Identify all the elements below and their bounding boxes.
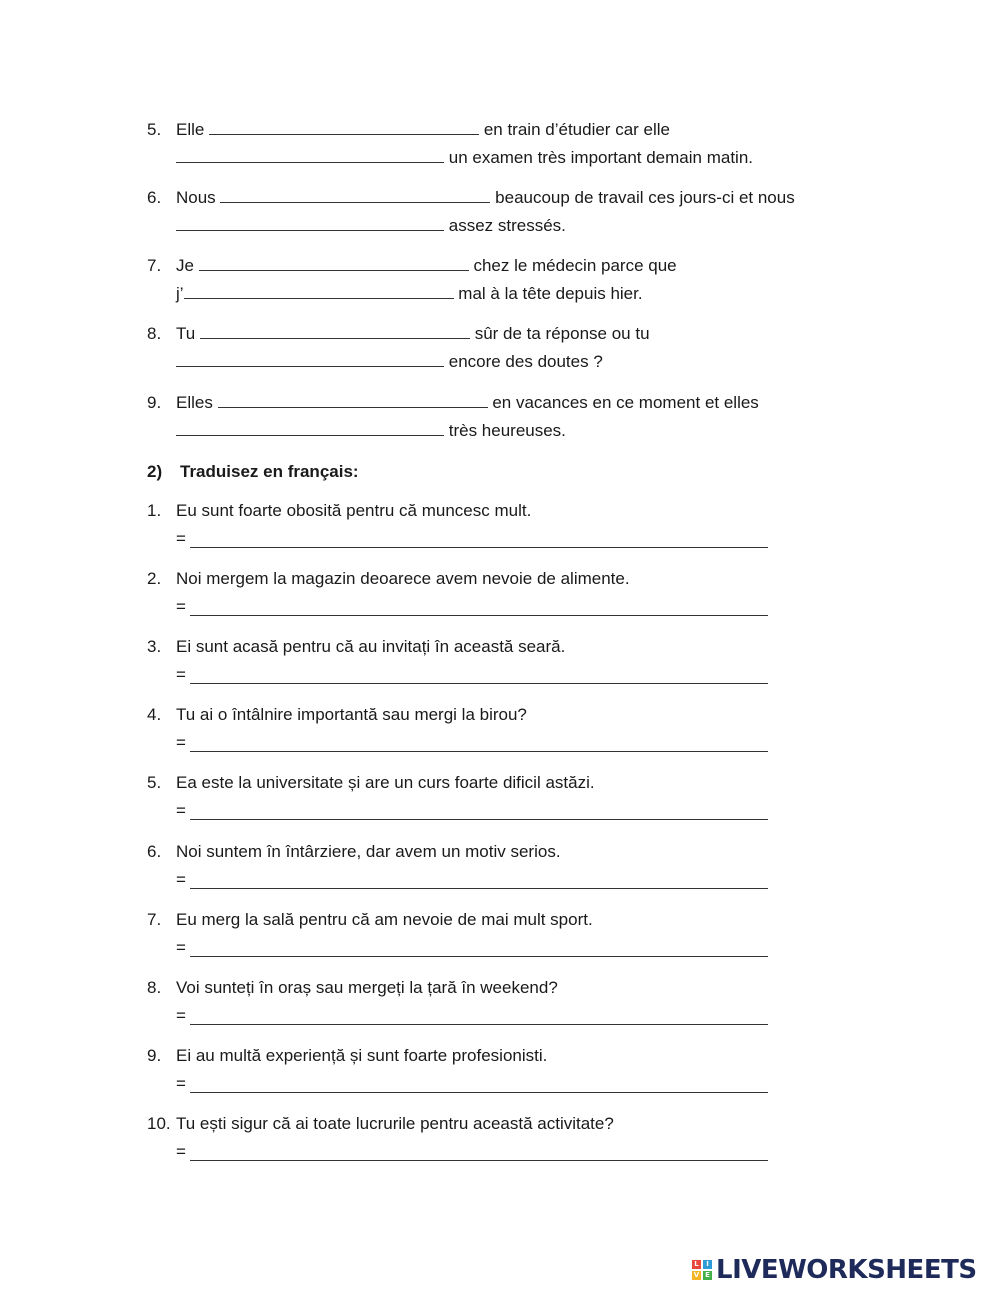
item-text: Ei sunt acasă pentru că au invitați în această seară.: [176, 637, 566, 656]
equals-sign: =: [176, 1142, 186, 1161]
answer-input[interactable]: [190, 599, 768, 616]
item-text: Noi suntem în întârziere, dar avem un motiv serios.: [176, 842, 561, 861]
answer-input[interactable]: [190, 667, 768, 684]
blank-input[interactable]: [218, 389, 488, 408]
logo-text: LIVEWORKSHEETS: [716, 1255, 977, 1285]
item-number: 9.: [147, 1046, 162, 1065]
answer-input[interactable]: [190, 872, 768, 889]
answer-input[interactable]: [190, 1008, 768, 1025]
blank-input[interactable]: [199, 252, 469, 271]
equals-sign: =: [176, 870, 186, 889]
blank-input[interactable]: [176, 417, 444, 436]
item-number: 10.: [147, 1114, 171, 1133]
answer-input[interactable]: [190, 531, 768, 548]
item-text: sûr de ta réponse ou tu: [474, 324, 650, 343]
equals-sign: =: [176, 801, 186, 820]
item-text: beaucoup de travail ces jours-ci et nous: [495, 188, 795, 207]
equals-sign: =: [176, 665, 186, 684]
answer-input[interactable]: [190, 735, 768, 752]
item-number: 1.: [147, 501, 162, 520]
fill-item-7: [147, 252, 887, 308]
item-text: Elle: [176, 120, 205, 139]
item-number: 8.: [147, 978, 162, 997]
answer-input[interactable]: [190, 1144, 768, 1161]
item-text: Eu merg la sală pentru că am nevoie de mai mult sport.: [176, 910, 593, 929]
logo-mark-icon: [692, 1260, 712, 1280]
item-text: Je: [176, 256, 194, 275]
item-text: mal à la tête depuis hier.: [458, 284, 643, 303]
section-title: Traduisez en français:: [180, 462, 359, 481]
item-text: Elles: [176, 393, 213, 412]
fill-item-6: [147, 184, 887, 240]
item-number: 9.: [147, 393, 162, 412]
item-text: un examen très important demain matin.: [448, 148, 753, 167]
item-number: 2.: [147, 569, 162, 588]
answer-input[interactable]: [190, 803, 768, 820]
fill-item-8: [147, 320, 887, 376]
equals-sign: =: [176, 529, 186, 548]
answer-input[interactable]: [190, 1076, 768, 1093]
item-text: j’: [176, 284, 184, 303]
item-text: chez le médecin parce que: [473, 256, 677, 275]
equals-sign: =: [176, 733, 186, 752]
item-text: Nous: [176, 188, 216, 207]
section-number: 2): [147, 462, 163, 481]
logo-mark-letter: I: [703, 1260, 712, 1269]
logo-mark-letter: V: [693, 1271, 700, 1279]
equals-sign: =: [176, 1074, 186, 1093]
item-text: Ea este la universitate și are un curs foarte dificil astăzi.: [176, 773, 595, 792]
logo-mark-letter: E: [703, 1271, 712, 1280]
item-text: Tu ești sigur că ai toate lucrurile pentru această activitate?: [176, 1114, 614, 1133]
item-text: Ei au multă experiență și sunt foarte profesionisti.: [176, 1046, 548, 1065]
item-text: assez stressés.: [448, 216, 566, 235]
blank-input[interactable]: [176, 348, 444, 367]
blank-input[interactable]: [200, 320, 470, 339]
answer-input[interactable]: [190, 940, 768, 957]
section-heading: [147, 458, 359, 486]
item-text: Noi mergem la magazin deoarece avem nevoie de alimente.: [176, 569, 630, 588]
equals-sign: =: [176, 938, 186, 957]
item-text: en train d’étudier car elle: [483, 120, 670, 139]
item-number: 5.: [147, 120, 162, 139]
item-number: 6.: [147, 188, 162, 207]
liveworksheets-logo: [692, 1255, 977, 1285]
logo-mark-letter: L: [692, 1260, 701, 1269]
item-number: 6.: [147, 842, 162, 861]
blank-input[interactable]: [184, 280, 454, 299]
item-number: 3.: [147, 637, 162, 656]
item-number: 7.: [147, 910, 162, 929]
blank-input[interactable]: [209, 116, 479, 135]
blank-input[interactable]: [220, 184, 490, 203]
item-number: 8.: [147, 324, 162, 343]
fill-item-5: [147, 116, 887, 172]
item-text: très heureuses.: [448, 421, 566, 440]
fill-item-9: [147, 389, 887, 445]
item-text: Tu ai o întâlnire importantă sau mergi la birou?: [176, 705, 527, 724]
item-text: encore des doutes ?: [448, 352, 603, 371]
item-number: 4.: [147, 705, 162, 724]
item-text: Voi sunteți în oraș sau mergeți la țară în weekend?: [176, 978, 558, 997]
item-text: en vacances en ce moment et elles: [492, 393, 759, 412]
item-number: 5.: [147, 773, 162, 792]
blank-input[interactable]: [176, 144, 444, 163]
equals-sign: =: [176, 597, 186, 616]
item-text: Eu sunt foarte obosită pentru că muncesc mult.: [176, 501, 532, 520]
item-number: 7.: [147, 256, 162, 275]
equals-sign: =: [176, 1006, 186, 1025]
item-text: Tu: [176, 324, 196, 343]
blank-input[interactable]: [176, 212, 444, 231]
